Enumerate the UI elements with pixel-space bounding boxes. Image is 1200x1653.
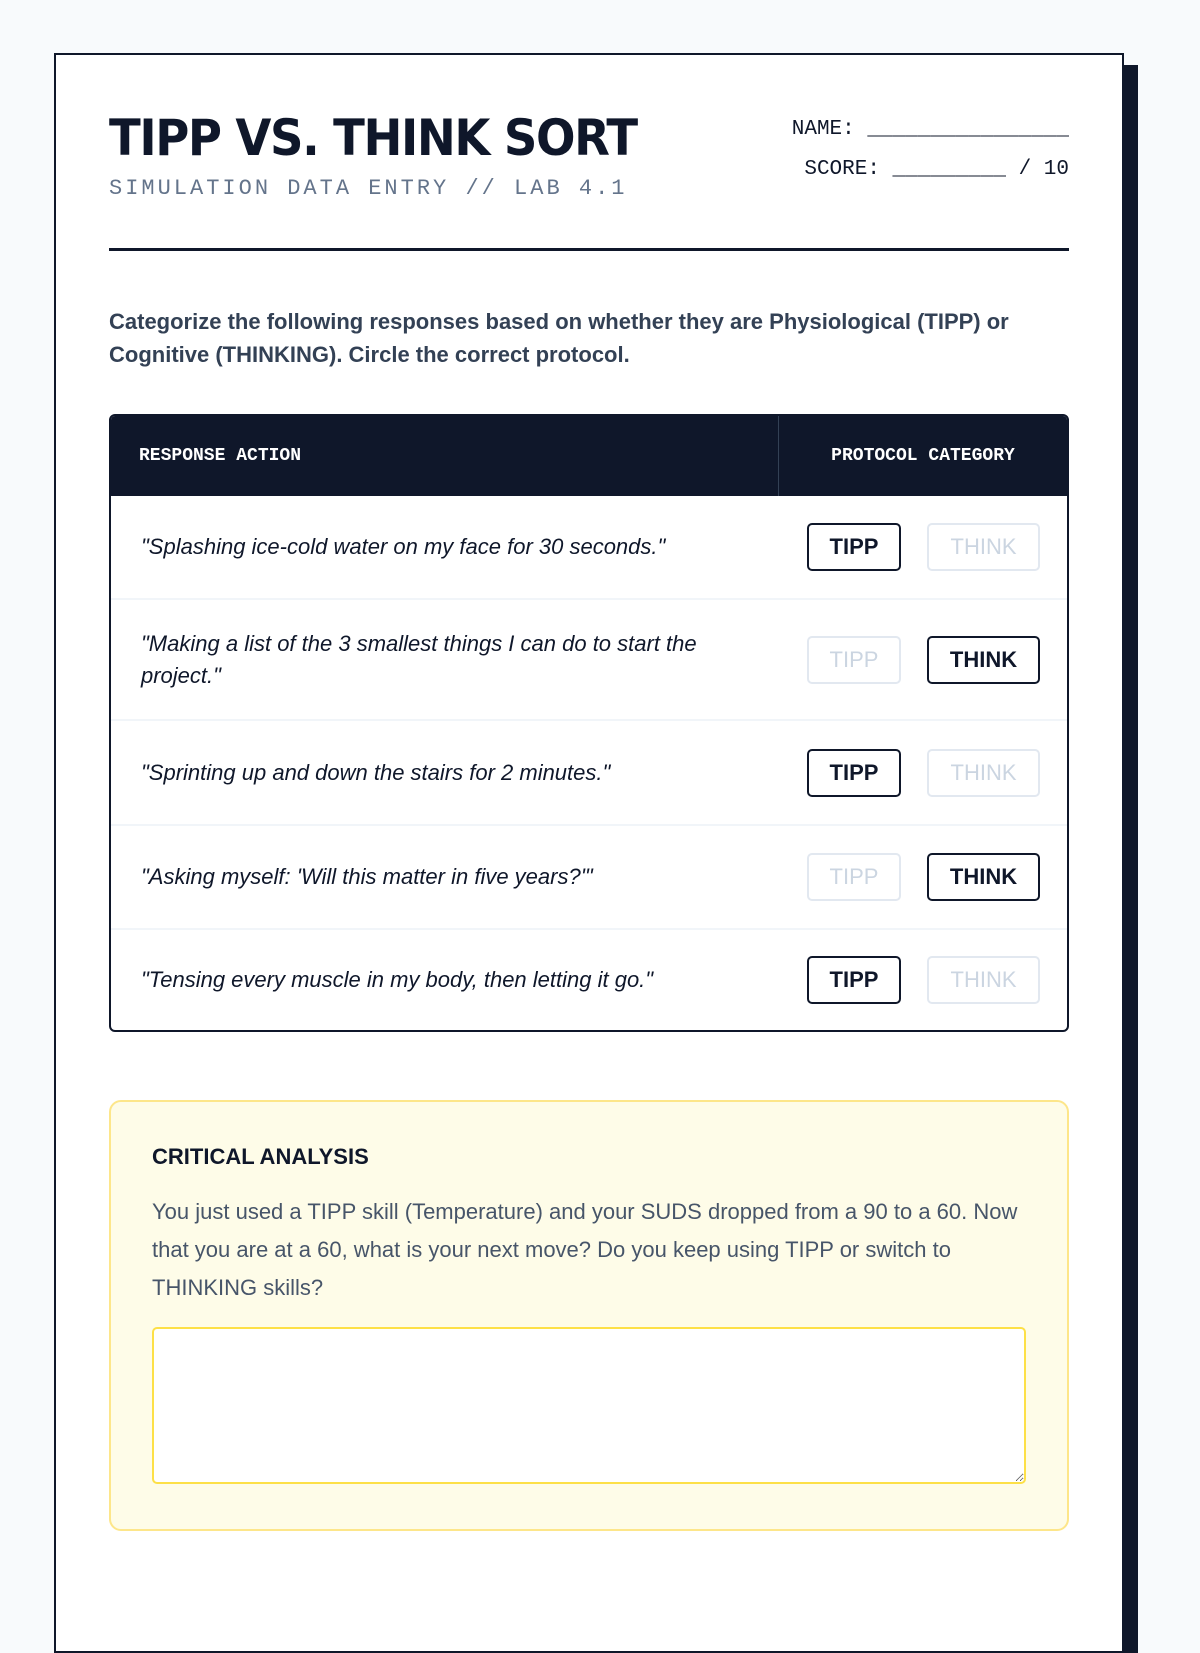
worksheet	[54, 53, 1124, 1653]
protocol-options	[779, 636, 1067, 684]
response-text: "Splashing ice-cold water on my face for 30 seconds."	[141, 534, 666, 559]
think-option[interactable]: THINK	[927, 636, 1040, 684]
protocol-options	[779, 956, 1067, 1004]
critical-analysis-box	[109, 1100, 1069, 1531]
table-row	[111, 824, 1067, 928]
table-row	[111, 598, 1067, 719]
table-row	[111, 496, 1067, 598]
table-row	[111, 928, 1067, 1030]
page-subtitle: SIMULATION DATA ENTRY // LAB 4.1	[109, 176, 628, 201]
worksheet-header	[109, 55, 1069, 248]
analysis-heading: CRITICAL ANALYSIS	[152, 1144, 369, 1169]
analysis-question: You just used a TIPP skill (Temperature) and your SUDS dropped from a 90 to a 60. Now that you are at a 60, what is your next move? Do you keep using TIPP or switch to THINKING skills?	[152, 1199, 1018, 1300]
think-option[interactable]: THINK	[927, 749, 1040, 797]
table-header	[111, 416, 1067, 496]
response-text: "Tensing every muscle in my body, then letting it go."	[141, 967, 654, 992]
analysis-answer-input[interactable]	[152, 1327, 1026, 1484]
think-option[interactable]: THINK	[927, 853, 1040, 901]
think-option[interactable]: THINK	[927, 956, 1040, 1004]
protocol-options	[779, 749, 1067, 797]
meta-fields	[792, 110, 1069, 190]
tipp-option[interactable]: TIPP	[807, 749, 901, 797]
page-title: TIPP VS. THINK SORT	[109, 109, 637, 167]
response-text: "Sprinting up and down the stairs for 2 minutes."	[141, 759, 611, 785]
response-text: "Asking myself: 'Will this matter in five years?'"	[141, 864, 593, 889]
sort-table	[109, 414, 1069, 1032]
score-field[interactable]: SCORE: _________ / 10	[804, 158, 1069, 181]
protocol-options	[779, 523, 1067, 571]
think-option[interactable]: THINK	[927, 523, 1040, 571]
tipp-option[interactable]: TIPP	[807, 523, 901, 571]
response-text: "Making a list of the 3 smallest things I can do to start the project."	[141, 630, 697, 688]
column-header-category: PROTOCOL CATEGORY	[831, 446, 1015, 466]
instructions: Categorize the following responses based on whether they are Physiological (TIPP) or Cognitive (THINKING). Circle the correct protocol.	[109, 309, 1009, 367]
table-row	[111, 719, 1067, 824]
divider	[109, 248, 1069, 251]
column-header-response: RESPONSE ACTION	[111, 416, 779, 496]
tipp-option[interactable]: TIPP	[807, 636, 901, 684]
name-field[interactable]: NAME: ________________	[791, 118, 1069, 141]
protocol-options	[779, 853, 1067, 901]
tipp-option[interactable]: TIPP	[807, 956, 901, 1004]
tipp-option[interactable]: TIPP	[807, 853, 901, 901]
